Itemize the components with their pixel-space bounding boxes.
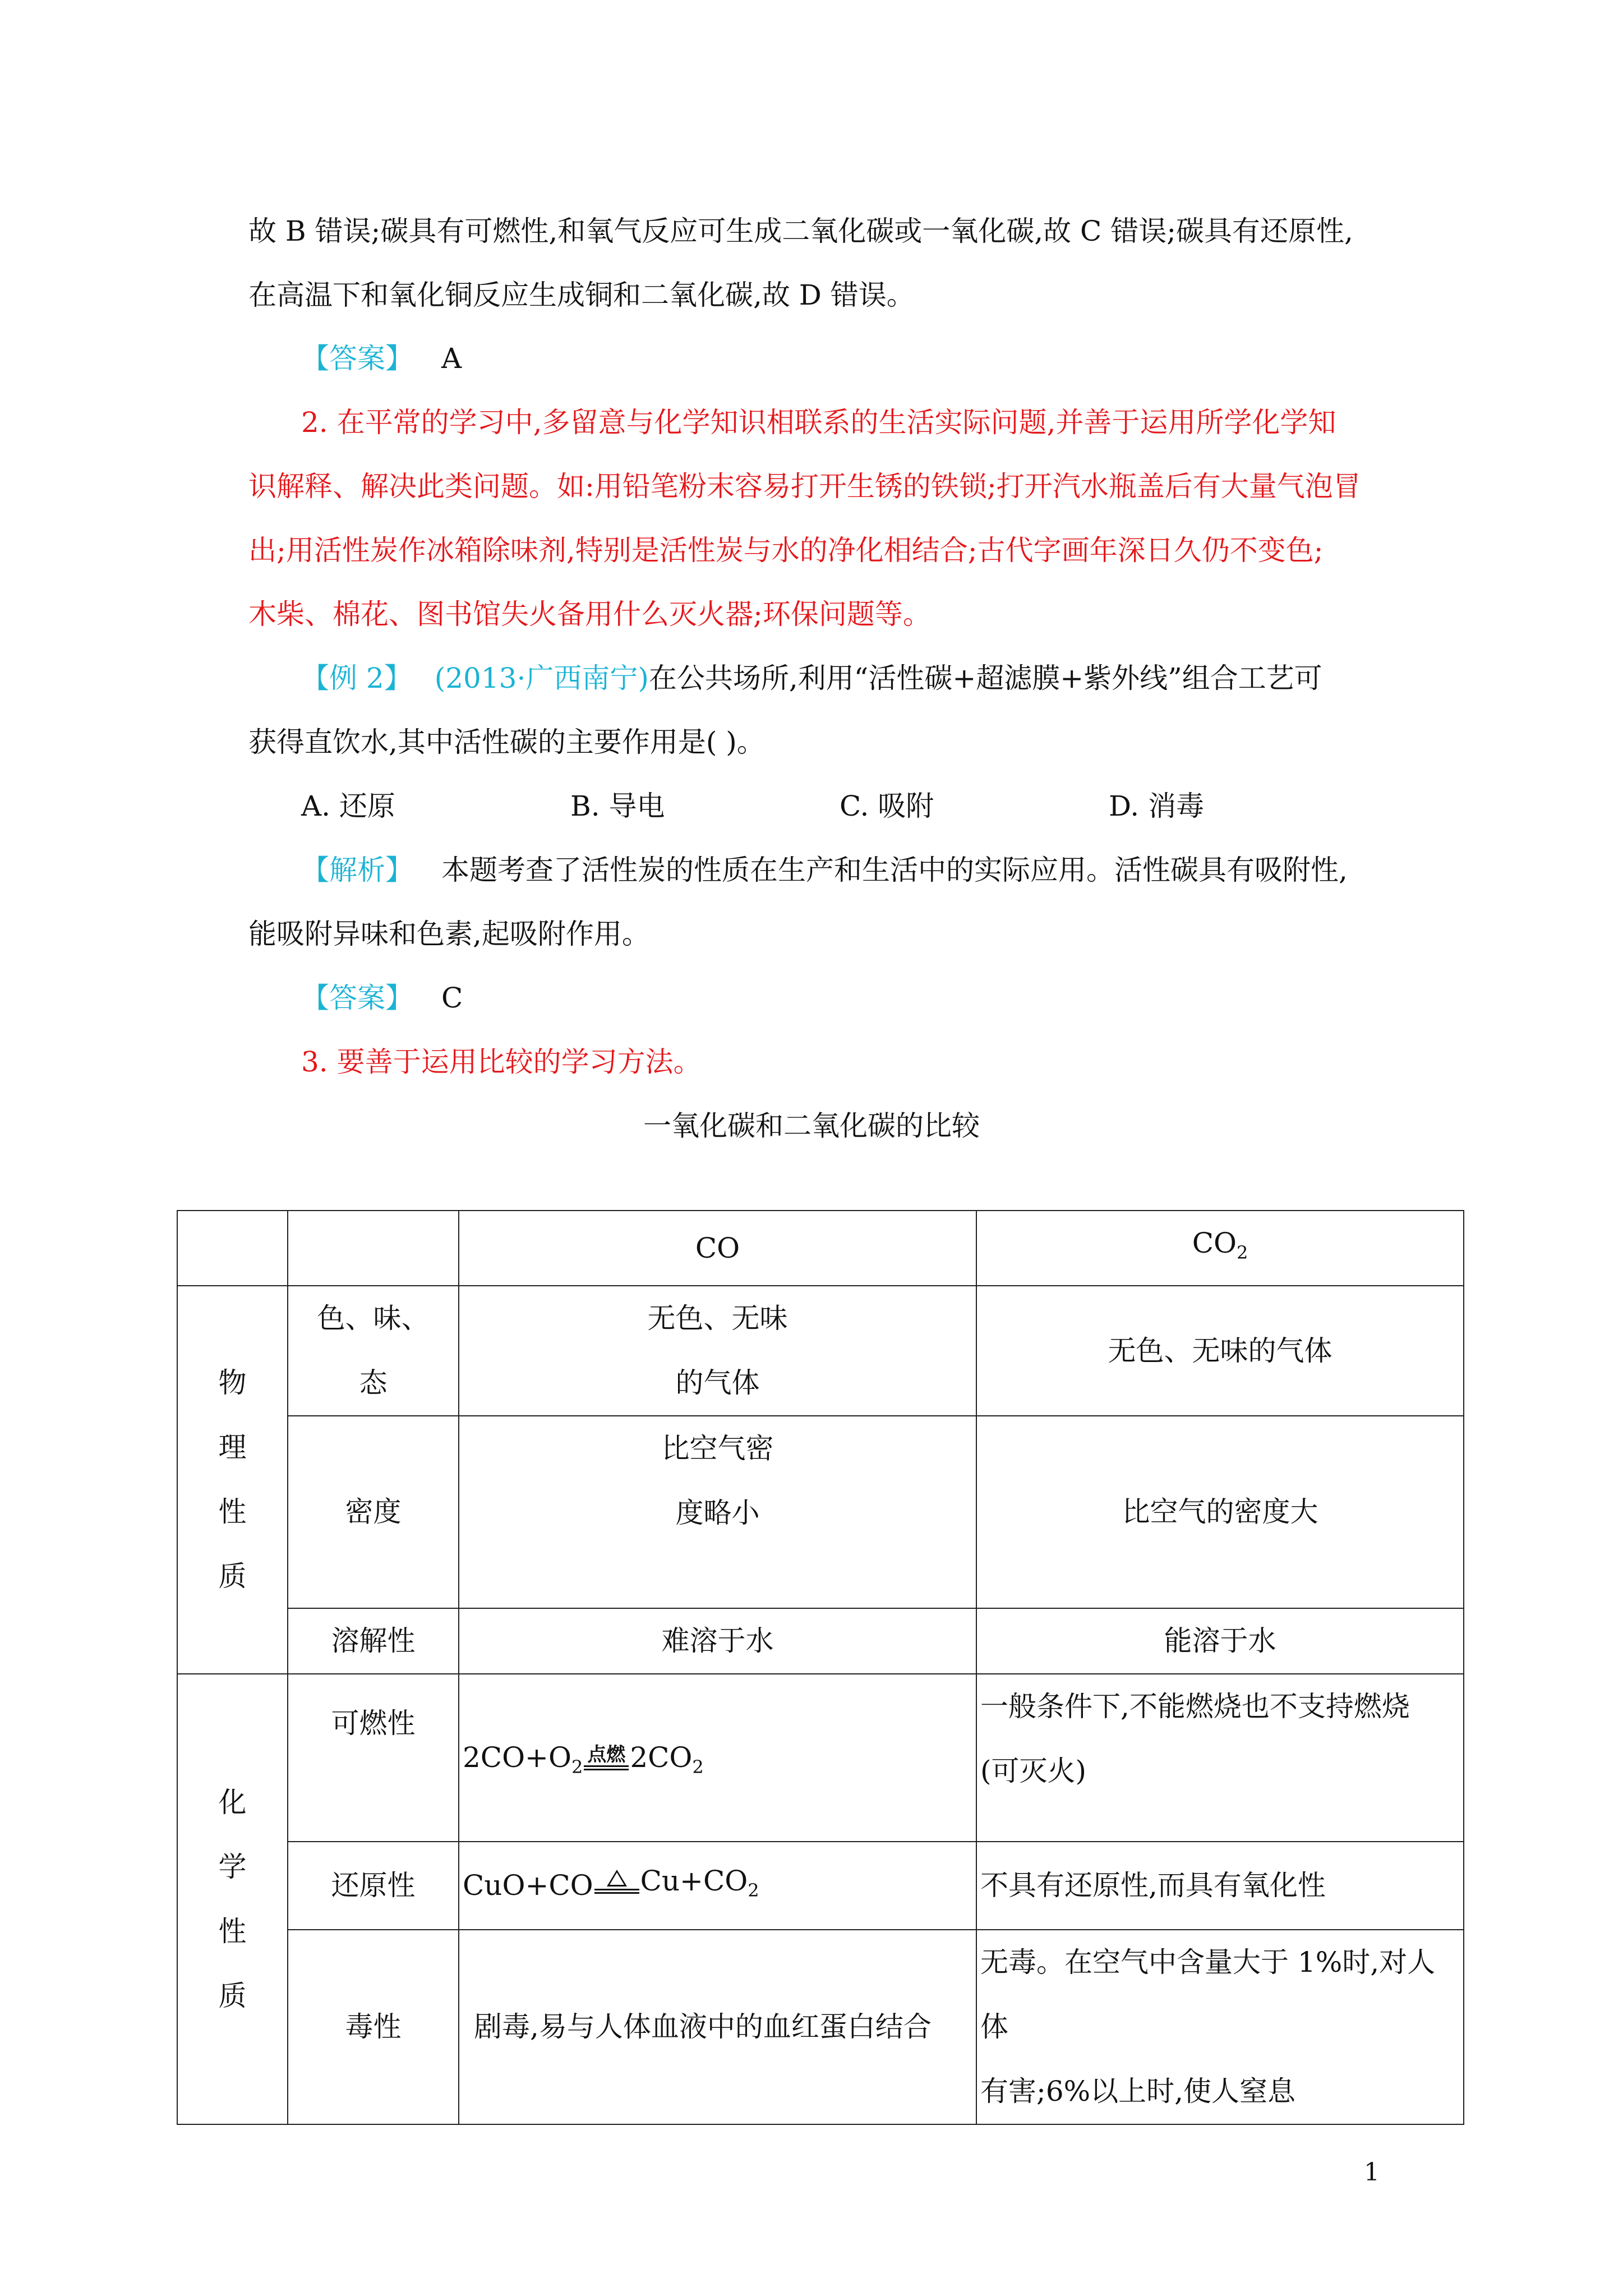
row-label-reducibility: 还原性	[288, 1842, 459, 1930]
table-row	[177, 1674, 1464, 1842]
table-row	[177, 1608, 1464, 1674]
cell-co2-flammability: 一般条件下,不能燃烧也不支持燃烧 (可灭火)	[976, 1674, 1464, 1842]
cell-co-density: 比空气密 度略小	[459, 1416, 976, 1608]
analysis-text: 本题考查了活性炭的性质在生产和生活中的实际应用。活性碳具有吸附性,	[441, 854, 1348, 886]
option-a: A. 还原	[301, 790, 395, 822]
cell-co-reducibility	[459, 1842, 976, 1930]
answer-value: C	[441, 982, 463, 1014]
point-2-line: 识解释、解决此类问题。如:用铅笔粉末容易打开生锈的铁锁;打开汽水瓶盖后有大量气泡冒	[248, 470, 1361, 503]
header-empty-cell	[177, 1211, 288, 1286]
example-source: (2013·广西南宁)	[434, 662, 649, 694]
point-3: 3. 要善于运用比较的学习方法。	[301, 1046, 702, 1078]
point-2-line: 2. 在平常的学习中,多留意与化学知识相联系的生活实际问题,并善于运用所学化学知	[301, 406, 1336, 439]
point-2-line: 木柴、棉花、图书馆失火备用什么灭火器;环保问题等。	[248, 598, 931, 631]
reduction-equation: CuO+CO $Cu+CO_2$	[463, 1865, 759, 1902]
header-empty-cell	[288, 1211, 459, 1286]
row-label-color: 色、味、 态	[288, 1286, 459, 1416]
example-2	[301, 659, 1445, 698]
cell-co-solubility: 难溶于水	[459, 1608, 976, 1674]
comparison-table	[177, 1210, 1464, 2125]
heat-triangle-icon	[607, 1870, 627, 1887]
row-label-toxicity: 毒性	[288, 1930, 459, 2124]
cell-co2-solubility: 能溶于水	[976, 1608, 1464, 1674]
table-caption: 一氧化碳和二氧化碳的比较	[643, 1110, 980, 1142]
group-chemical: 化 学 性 质	[177, 1674, 288, 2124]
table-row	[177, 1930, 1464, 2124]
row-label-density: 密度	[288, 1416, 459, 1608]
cell-co2-color: 无色、无味的气体	[976, 1286, 1464, 1416]
option-b: B. 导电	[570, 790, 665, 822]
equals-sign	[584, 1765, 629, 1770]
cell-co2-reducibility: 不具有还原性,而具有氧化性	[976, 1842, 1464, 1930]
answer-2	[301, 978, 1445, 1018]
page-number: 1	[1364, 2158, 1380, 2187]
answer-value: A	[441, 342, 462, 375]
table-row	[177, 1842, 1464, 1930]
answer-tag: 【答案】	[301, 342, 413, 375]
header-co: CO	[459, 1211, 976, 1286]
table-row	[177, 1286, 1464, 1416]
cell-co2-density: 比空气的密度大	[976, 1416, 1464, 1608]
point-2-line: 出;用活性炭作冰箱除味剂,特别是活性炭与水的净化相结合;古代字画年深日久仍不变色;	[248, 534, 1324, 567]
example-text: 在公共场所,利用“活性碳+超滤膜+紫外线”组合工艺可	[648, 662, 1322, 694]
example-tag: 【例 2】	[301, 662, 412, 694]
table-row	[177, 1416, 1464, 1608]
combustion-equation: $2CO+O_2$ 点燃 $2CO_2$	[463, 1741, 704, 1778]
group-physical: 物 理 性 质	[177, 1286, 288, 1674]
header-co2: $CO_2$	[976, 1211, 1464, 1286]
answer-1	[301, 339, 1445, 378]
table-header-row	[177, 1211, 1464, 1286]
paragraph-line: 故 B 错误;碳具有可燃性,和氧气反应可生成二氧化碳或一氧化碳,故 C 错误;碳具有还原性,	[248, 215, 1353, 247]
option-d: D. 消毒	[1109, 790, 1205, 822]
answer-tag: 【答案】	[301, 982, 413, 1014]
analysis	[301, 850, 1445, 890]
cell-co-color: 无色、无味 的气体	[459, 1286, 976, 1416]
cell-co2-toxicity: 无毒。在空气中含量大于 1%时,对人体 有害;6%以上时,使人窒息	[976, 1930, 1464, 2124]
analysis-line: 能吸附异味和色素,起吸附作用。	[248, 918, 650, 950]
row-label-flammability: 可燃性	[288, 1674, 459, 1842]
condition-label: 点燃	[587, 1743, 626, 1766]
equals-sign	[594, 1889, 639, 1894]
options-row	[301, 786, 1445, 826]
cell-co-toxicity: 剧毒,易与人体血液中的血红蛋白结合	[459, 1930, 976, 2124]
cell-co-flammability	[459, 1674, 976, 1842]
paragraph-line: 在高温下和氧化铜反应生成铜和二氧化碳,故 D 错误。	[248, 279, 915, 311]
option-c: C. 吸附	[840, 790, 934, 822]
row-label-solubility: 溶解性	[288, 1608, 459, 1674]
example-2-line: 获得直饮水,其中活性碳的主要作用是( )。	[248, 726, 765, 758]
analysis-tag: 【解析】	[301, 854, 413, 886]
